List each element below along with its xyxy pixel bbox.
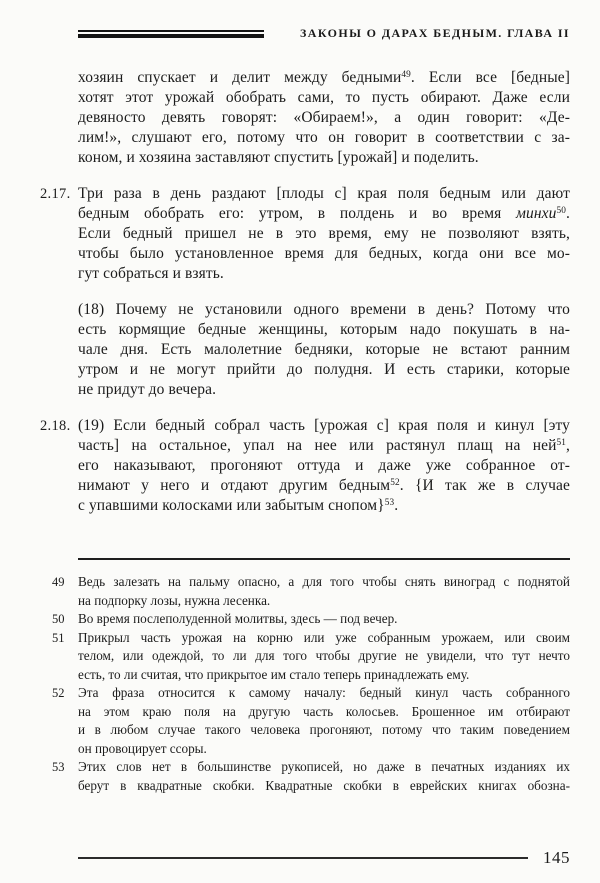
text-run: и в любом случае такого человека прогоняют, потому что таким поведением	[78, 722, 570, 737]
text-line	[78, 740, 570, 759]
footnote-text	[78, 629, 570, 685]
text-line	[78, 777, 570, 796]
header-double-rule	[78, 30, 264, 38]
text-line	[78, 320, 570, 340]
text-run: не придут до вечера.	[78, 381, 217, 398]
text-run: с упавшими колосками или забытым снопом}	[78, 497, 385, 514]
text-line	[78, 629, 570, 648]
paragraph-text	[78, 68, 570, 168]
footnote	[40, 573, 570, 610]
footer-rule	[78, 857, 528, 859]
text-line	[78, 184, 570, 204]
footnote	[40, 629, 570, 685]
paragraph-text	[78, 184, 570, 284]
text-line	[78, 380, 570, 400]
text-run: .	[394, 497, 399, 514]
footnote-number: 53	[52, 760, 65, 774]
text-run: телом, или одеждой, то ли для того чтобы другие не увидели, что тут нечто	[78, 648, 570, 663]
footnote-ref: 51	[556, 437, 567, 448]
text-line	[78, 68, 570, 88]
text-line	[78, 340, 570, 360]
text-line	[78, 224, 570, 244]
footnote	[40, 610, 570, 629]
text-run: Этих слов нет в большинстве рукописей, но даже в печатных изданиях их	[78, 759, 570, 774]
text-line	[78, 436, 570, 456]
text-run: . Если все [бедные]	[410, 69, 570, 86]
text-run: на этом краю поля на другую часть колосьев. Брошенное им отбирают	[78, 703, 570, 719]
footnote-ref: 49	[401, 69, 411, 80]
text-run: нимают у него и отдают другим бедным	[78, 477, 391, 494]
text-run: .	[566, 205, 570, 222]
text-run: есть кормящие бедные женщины, которым надо покушать в на-	[78, 321, 570, 338]
text-run: чтобы было установленное время для бедных, когда они все мо-	[78, 245, 570, 262]
text-line	[78, 128, 570, 148]
text-run: хотят этот урожай обобрать сами, то пусть обирают. Даже если	[78, 89, 570, 106]
text-line	[78, 244, 570, 264]
page-number: 145	[543, 848, 570, 867]
paragraph-text	[78, 416, 570, 516]
section-number	[40, 68, 78, 168]
text-line	[78, 204, 570, 224]
text-line	[78, 703, 570, 722]
footnote-text	[78, 573, 570, 610]
footnote-number: 50	[52, 612, 65, 626]
text-run: . {И так же в случае	[399, 477, 570, 494]
footnote-separator-rule	[78, 558, 570, 560]
section-number	[40, 300, 78, 400]
running-head	[78, 26, 570, 41]
text-run: чале дня. Есть малолетние бедняки, которые не встают ранним	[78, 341, 570, 358]
text-run: бедным обобрать его: утром, в полдень и во время	[78, 205, 517, 222]
footnote-number: 49	[52, 575, 65, 589]
text-line	[78, 300, 570, 320]
text-line	[78, 647, 570, 666]
text-line	[78, 456, 570, 476]
paragraph	[40, 300, 570, 400]
text-line	[78, 573, 570, 592]
text-line	[78, 758, 570, 777]
text-run: Если бедный пришел не в это время, ему не позволяют взять,	[78, 225, 570, 242]
text-run: Во время послеполуденной молитвы, здесь — под вечер.	[78, 611, 398, 626]
text-run: ,	[566, 437, 570, 454]
text-line	[78, 148, 570, 168]
text-line	[78, 264, 570, 284]
text-line	[78, 610, 570, 629]
text-line	[78, 592, 570, 611]
text-run: Прикрыл часть урожая на корню или уже собранным урожаем, или своим	[78, 629, 570, 645]
footnote-ref: 50	[556, 205, 567, 216]
text-run: Ведь залезать на пальму опасно, а для того чтобы снять виноград с поднятой	[78, 574, 570, 589]
paragraph	[40, 416, 570, 516]
text-line	[78, 496, 570, 516]
footnote-text	[78, 610, 570, 629]
text-run: минхи	[516, 205, 557, 222]
footnote-text	[78, 684, 570, 758]
text-line	[78, 684, 570, 703]
footnote	[40, 684, 570, 758]
footnote	[40, 758, 570, 795]
footnote-number: 51	[52, 630, 65, 645]
text-line	[78, 666, 570, 685]
text-run: его наказывают, прогоняют оттуда и даже уже собранное от-	[78, 457, 570, 474]
text-line	[78, 88, 570, 108]
text-run: на подпорку лозы, нужна лесенка.	[78, 592, 271, 608]
footnote-ref: 53	[384, 497, 395, 508]
text-run: часть] на остальное, упал на нее или растянул плащ на ней	[78, 437, 557, 454]
footnote-number: 52	[52, 686, 65, 700]
body-paragraphs	[40, 68, 570, 516]
text-run: хозяин спускает и делит между бедными	[78, 69, 402, 86]
text-run: девяносто девять говорят: «Обираем!», а один говорит: «Де-	[78, 109, 570, 126]
text-run: (19) Если бедный собрал часть [урожая с] края поля и кинул [эту	[78, 417, 570, 434]
text-run: коном, и хозяина заставляют спустить [урожай] и поделить.	[78, 149, 479, 166]
text-line	[78, 476, 570, 496]
section-number: 2.18.	[40, 418, 71, 434]
text-run: Три раза в день раздают [плоды с] края поля бедным или дают	[78, 185, 570, 202]
paragraph	[40, 184, 570, 284]
page-footer	[78, 848, 570, 868]
paragraph	[40, 68, 570, 168]
text-run: берут в квадратные скобки. Квадратные скобки в еврейских книгах обозна-	[78, 777, 570, 793]
section-number: 2.17.	[40, 186, 71, 202]
text-line	[78, 108, 570, 128]
text-line	[78, 721, 570, 740]
text-line	[78, 360, 570, 380]
text-run: (18) Почему не установили одного времени в день? Потому что	[78, 301, 570, 318]
footnote-ref: 52	[390, 477, 400, 488]
paragraph-text	[78, 300, 570, 400]
footnote-text	[78, 758, 570, 795]
running-head-title: ЗАКОНЫ О ДАРАХ БЕДНЫМ. ГЛАВА II	[300, 26, 570, 40]
text-run: он провоцирует ссоры.	[78, 740, 207, 756]
footnotes-list	[40, 573, 570, 795]
text-run: Эта фраза относится к самому началу: бедный кинул часть собранного	[78, 685, 570, 700]
text-line	[78, 416, 570, 436]
text-run: лим!», слушают его, потому что он говорит в соответствии с за-	[78, 129, 570, 146]
text-run: гут собраться и взять.	[78, 265, 224, 282]
text-run: есть, то ли считая, что прикрытое им стало теперь принадлежать ему.	[78, 666, 470, 682]
text-run: утром и не могут прийти до полудня. И есть старики, которые	[78, 361, 570, 378]
